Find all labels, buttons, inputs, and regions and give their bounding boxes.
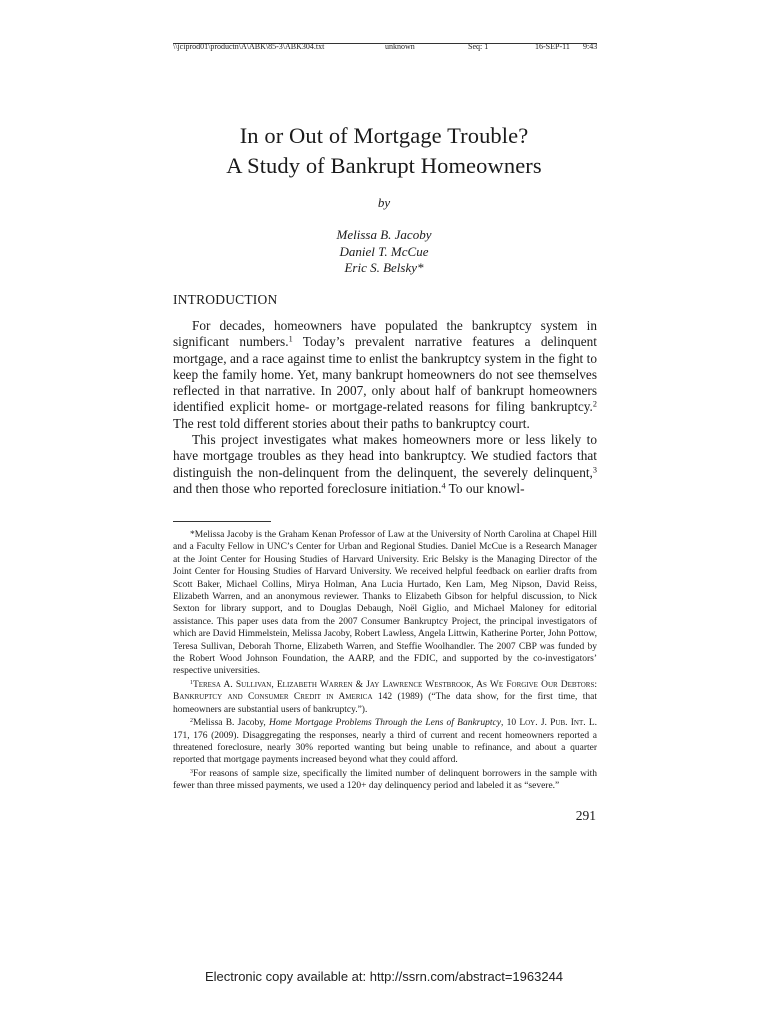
paragraph bbox=[173, 432, 597, 497]
text-run: 171, 176 (2009). Disaggregating the responses, nearly a third of current and recent homeowners reported a threatened foreclosure, nearly 30% reported wanting but being unable to refinance, and about a quarter reported that mortgage payments increased beyond what they could afford. bbox=[173, 730, 597, 766]
file-path: \\jciprod01\productn\A\ABK\85-3\ABK304.txt bbox=[173, 42, 325, 51]
footnote-2 bbox=[173, 717, 597, 767]
text-run: This project investigates what makes homeowners more or less likely to have mortgage troubles as they head into bankruptcy. We studied factors that distinguish the non-delinquent from the delinquent, the severely delinquent, bbox=[173, 432, 597, 480]
text-run: Today’s prevalent narrative features a delinquent mortgage, and a race against time to enlist the bankruptcy system in the fight to keep the family home. Yet, many bankrupt homeowners do not see themselves reflected in that narrative. In 2007, only about half of bankrupt homeowners identified explicit home- or mortgage-related reasons for filing bankruptcy. bbox=[173, 334, 597, 415]
footnote-ref: 1 bbox=[288, 334, 293, 344]
author-name: Eric S. Belsky* bbox=[344, 260, 424, 275]
author-name: Daniel T. McCue bbox=[339, 243, 429, 259]
footnote-star: *Melissa Jacoby is the Graham Kenan Professor of Law at the University of North Carolina at Chapel Hill and a Faculty Fellow in UNC’s Center for Urban and Regional Studies. Daniel McCue is a Research Manager at the Joint Center for Housing Studies of Harvard University. Eric Belsky is the Managing Director of the Joint Center for Housing Studies of Harvard University. We received helpful feedback on earlier drafts from Scott Baker, Michael Collins, Mirya Holman, Ana Lucia Hurtado, Ken Lam, Meg Nipson, David Reiss, Elizabeth Warren, and an anonymous reviewer. Thanks to Elizabeth Gibson for helpful discussion, to Nick Sexton for library support, and to Douglas Debaugh, Noël Giglio, and Michael Maloney for editorial assistance. This paper uses data from the 2007 Consumer Bankruptcy Project, the principal investigators of which are David Himmelstein, Melissa Jacoby, Robert Lawless, Angela Littwin, Katherine Porter, John Pottow, Teresa Sullivan, Deborah Thorne, Elizabeth Warren, and Steffie Woolhandler. The 2007 CBP was funded by the Robert Wood Johnson Foundation, the AARP, and the FDIC, and supported by the co-investigators’ respective universities. bbox=[173, 530, 597, 677]
running-header bbox=[173, 42, 598, 51]
paragraph bbox=[173, 318, 597, 432]
body-text bbox=[173, 318, 597, 497]
article-title bbox=[140, 121, 628, 181]
author-name: Melissa B. Jacoby bbox=[336, 227, 432, 242]
footnotes bbox=[173, 529, 597, 794]
footnote-1 bbox=[173, 679, 597, 716]
title-line-2: A Study of Bankrupt Homeowners bbox=[226, 153, 542, 178]
citation-smallcaps: Teresa A. Sullivan, Elizabeth Warren & Jay Lawrence Westbrook, As We Forgive Our Debtors: Bankruptcy and Consumer Credit in America bbox=[173, 679, 597, 703]
footnote-marker: 2 bbox=[190, 717, 193, 724]
footnote-marker: 1 bbox=[190, 679, 193, 686]
text-run: For decades, homeowners have populated the bankruptcy system in significant numbers. bbox=[173, 318, 597, 350]
date-label: 16-SEP-11 bbox=[535, 42, 570, 51]
ssrn-footer: Electronic copy available at: http://ssrn.com/abstract=1963244 bbox=[204, 969, 564, 984]
section-heading: INTRODUCTION bbox=[173, 292, 278, 307]
footnote-3 bbox=[173, 768, 597, 793]
text-run: 142 (1989) (“The data show, for the first time, that homeowners are substantial users of bankruptcy.”). bbox=[173, 692, 597, 715]
page-number: 291 bbox=[575, 808, 596, 823]
text-run: Melissa B. Jacoby, bbox=[192, 718, 270, 729]
author-list bbox=[140, 227, 628, 277]
sequence-label: Seq: 1 bbox=[468, 42, 489, 51]
text-run: , 10 bbox=[500, 718, 520, 729]
footnote-ref: 4 bbox=[441, 481, 446, 491]
text-run: The rest told different stories about their paths to bankruptcy court. bbox=[173, 415, 530, 431]
footnote-divider bbox=[173, 521, 271, 522]
title-line-1: In or Out of Mortgage Trouble? bbox=[239, 123, 529, 148]
text-run: For reasons of sample size, specifically the limited number of delinquent borrowers in the sample with fewer than three missed payments, we used a 120+ day delinquency period and labeled it as “severe.” bbox=[173, 768, 597, 792]
footnote-ref: 3 bbox=[592, 465, 597, 475]
text-run: and then those who reported foreclosure initiation. bbox=[173, 480, 442, 496]
status-label: unknown bbox=[385, 42, 415, 51]
time-label: 9:43 bbox=[583, 42, 598, 51]
citation-smallcaps: Loy. J. Pub. Int. L. bbox=[519, 718, 598, 729]
footnote-marker: 3 bbox=[190, 768, 193, 775]
footnote-ref: 2 bbox=[592, 399, 597, 409]
text-run: To our knowl- bbox=[445, 480, 525, 496]
citation-italic: Home Mortgage Problems Through the Lens of Bankruptcy bbox=[269, 718, 501, 729]
byline: by bbox=[377, 195, 391, 210]
